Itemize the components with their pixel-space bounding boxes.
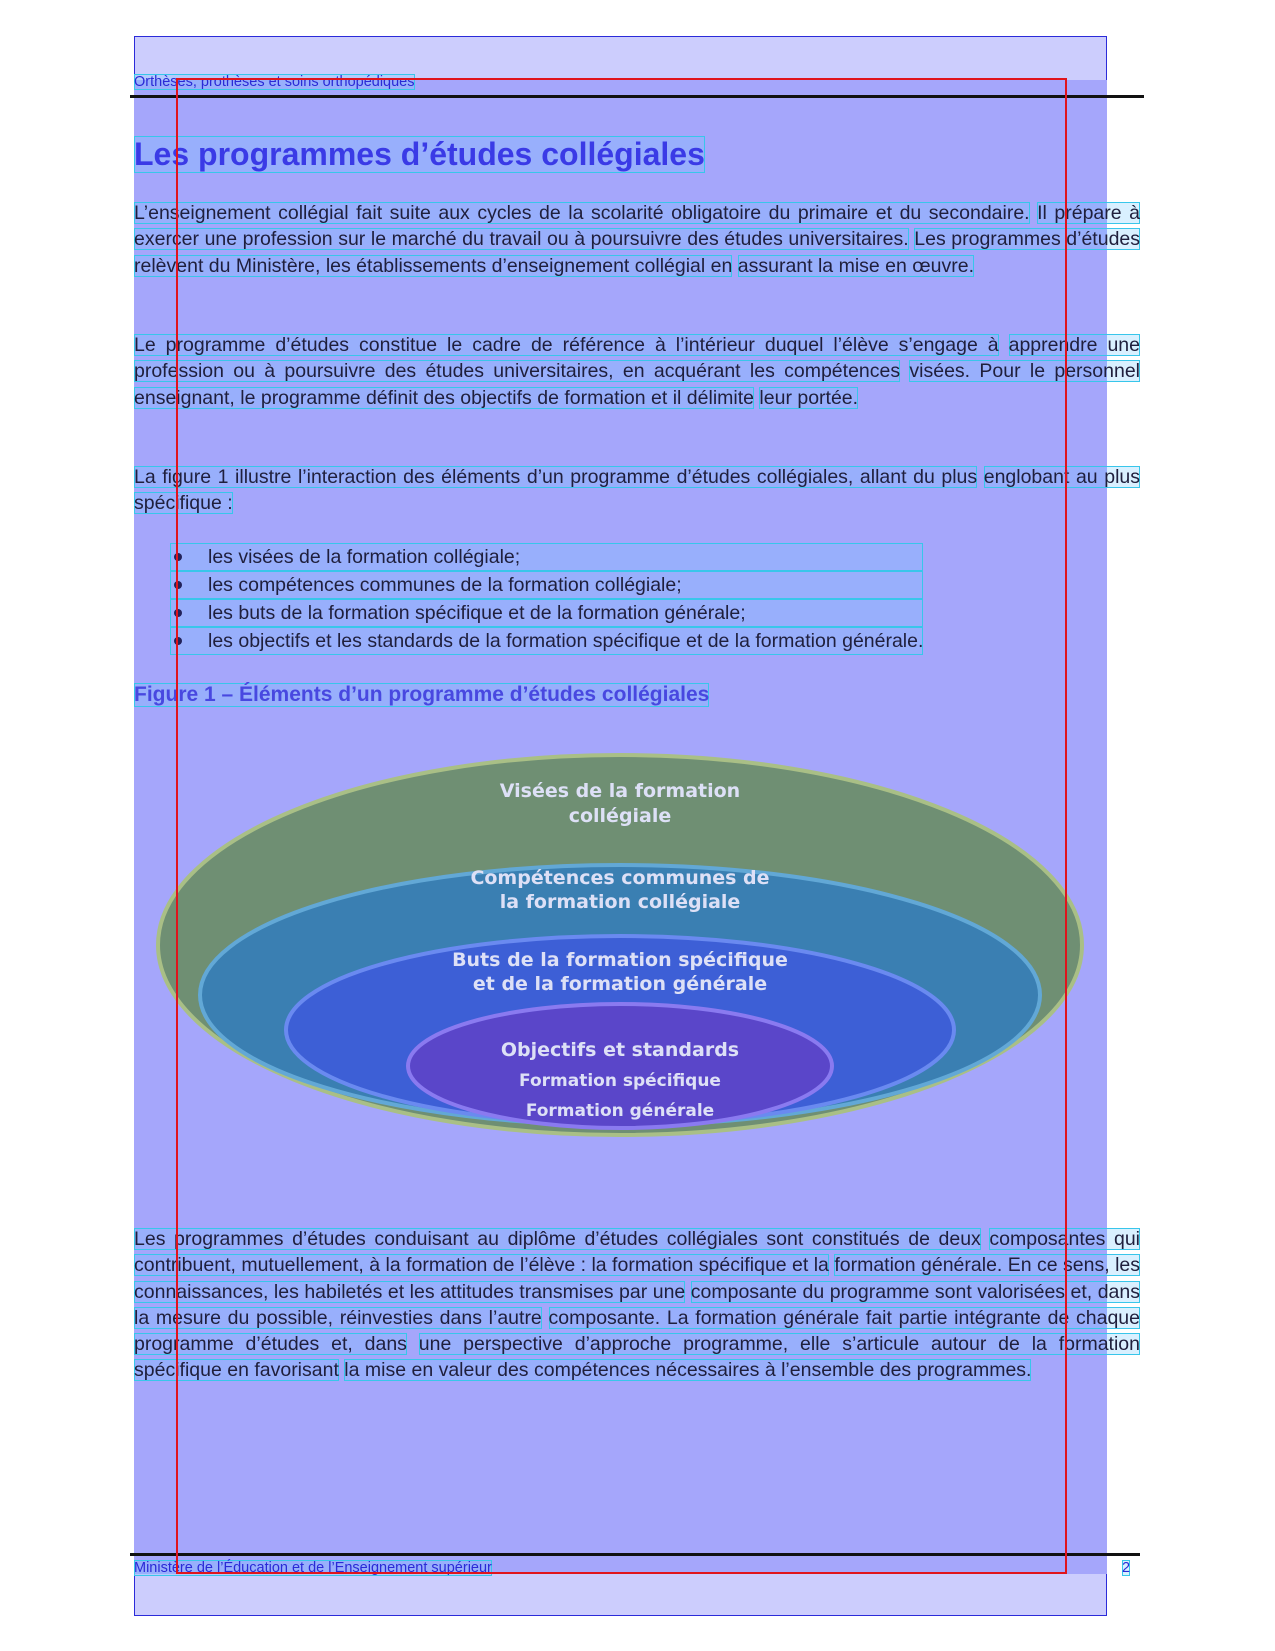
bullet-icon xyxy=(174,581,182,589)
text-line: Les programmes d’études relèvent du Ministère, les établissements d’enseignement collégial en xyxy=(134,228,1141,277)
text-line: leur portée. xyxy=(759,386,859,409)
text-line: Il prépare à exercer une profession sur le marché du travail ou à poursuivre des études universitaires. xyxy=(134,202,1140,251)
level-label: Formation générale xyxy=(525,1101,715,1121)
text-line: formation générale. En ce sens, les connaissances, les habiletés et les attitudes transmises par une xyxy=(134,1254,1141,1303)
level-label: la formation collégiale xyxy=(499,891,741,913)
bullet-icon xyxy=(174,637,182,645)
text-line: Les programmes d’études conduisant au diplôme d’études collégiales sont constitués de deux xyxy=(134,1228,981,1250)
paragraph-figure-intro xyxy=(134,464,1140,517)
footer-rule xyxy=(130,1553,1140,1556)
text-line: composantes qui contribuent, mutuellement, à la formation de l’élève : la formation spécifique et la xyxy=(134,1228,1140,1277)
text-line: composante du programme sont valorisées et, dans la mesure du possible, réinvesties dans l’autre xyxy=(134,1280,1140,1329)
paragraph-intro xyxy=(134,200,1140,279)
list-item: les buts de la formation spécifique et de la formation générale; xyxy=(170,599,923,627)
paragraph-program-definition xyxy=(134,332,1140,411)
figure-caption: Figure 1 – Éléments d’un programme d’études collégiales xyxy=(134,683,710,706)
page-number: 2 xyxy=(1122,1560,1131,1576)
text-line: la mise en valeur des compétences nécessaires à l’ensemble des programmes. xyxy=(344,1359,1032,1382)
level-label: Compétences communes de xyxy=(470,867,770,889)
elements-list xyxy=(170,543,923,655)
paragraph-components xyxy=(134,1226,1140,1384)
text-line: apprendre une profession ou à poursuivre des études universitaires, en acquérant les compétences xyxy=(134,334,1141,383)
running-header: Orthèses, prothèses et soins orthopédiques xyxy=(134,74,415,90)
bullet-icon xyxy=(174,553,182,561)
list-item: les visées de la formation collégiale; xyxy=(170,543,923,571)
text-line: visées. Pour le personnel enseignant, le programme définit des objectifs de formation et il délimite xyxy=(134,360,1140,409)
level-label: Visées de la formation xyxy=(499,780,741,802)
text-line: une perspective d’approche programme, elle s’articule autour de la formation spécifique en favorisant xyxy=(134,1333,1140,1382)
text-line: englobant au plus spécifique : xyxy=(134,466,1140,515)
running-footer: Ministère de l’Éducation et de l’Enseignement supérieur xyxy=(134,1560,492,1576)
list-item: les compétences communes de la formation collégiale; xyxy=(170,571,923,599)
text-line: L’enseignement collégial fait suite aux cycles de la scolarité obligatoire du primaire et du secondaire. xyxy=(134,202,1030,224)
text-line: La figure 1 illustre l’interaction des éléments d’un programme d’études collégiales, allant du plus xyxy=(134,466,978,488)
level-label: Objectifs et standards xyxy=(500,1039,740,1061)
text-line: Le programme d’études constitue le cadre de référence à l’intérieur duquel l’élève s’engage à xyxy=(134,334,999,356)
header-rule xyxy=(130,95,1144,98)
list-item: les objectifs et les standards de la formation spécifique et de la formation générale. xyxy=(170,627,923,655)
text-line: assurant la mise en œuvre. xyxy=(737,254,975,277)
level-label: collégiale xyxy=(568,805,672,827)
page-title: Les programmes d’études collégiales xyxy=(134,136,705,172)
nested-ellipse-diagram xyxy=(130,740,1110,1180)
bullet-icon xyxy=(174,609,182,617)
level-label: et de la formation générale xyxy=(472,973,768,995)
text-line: composante. La formation générale fait partie intégrante de chaque programme d’études et, dans xyxy=(134,1306,1140,1356)
level-label: Formation spécifique xyxy=(519,1071,721,1091)
level-label: Buts de la formation spécifique xyxy=(452,949,788,971)
